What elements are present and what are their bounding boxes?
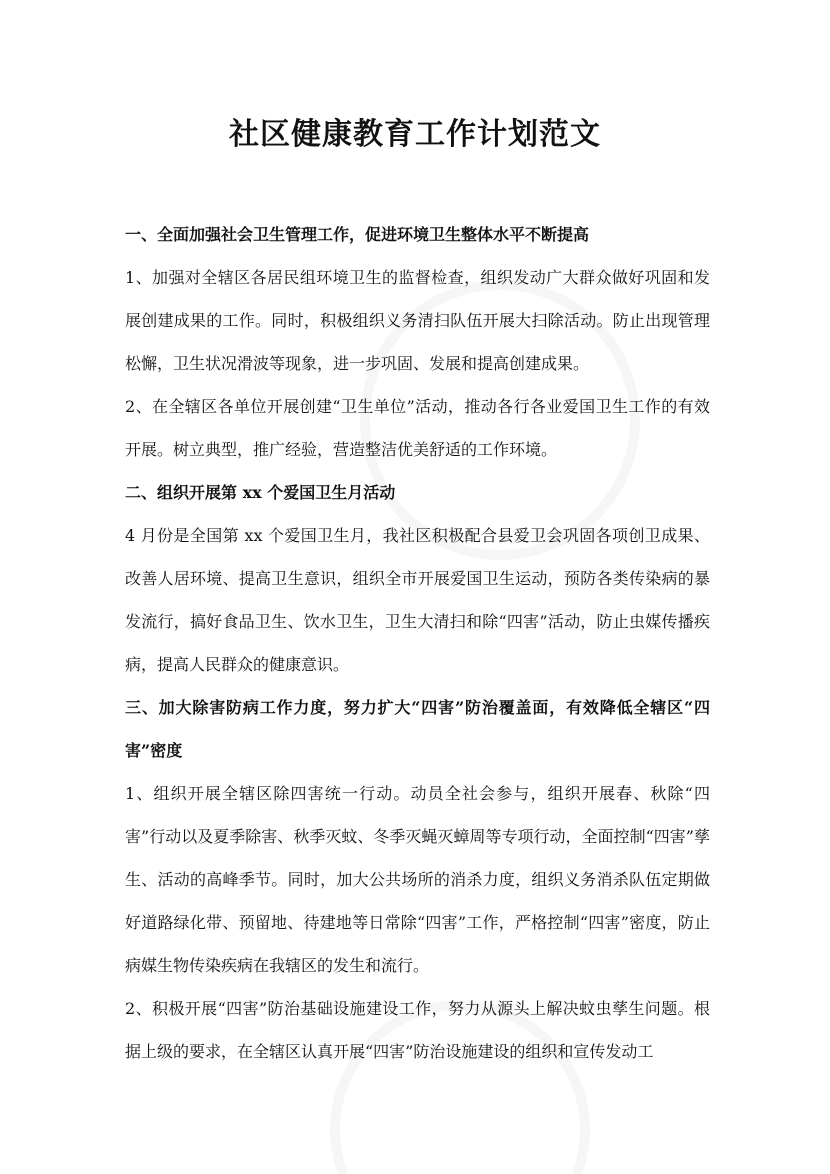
paragraph: 1、组织开展全辖区除四害统一行动。动员全社会参与，组织开展春、秋除“四害”行动以及夏季除害、秋季灭蚊、冬季灭蝇灭蟑周等专项行动，全面控制“四害”孳生、活动的高峰季节。同时，加大公共场所的消杀力度，组织义务消杀队伍定期做好道路绿化带、预留地、待建地等日常除“四害”工作，严格控制“四害”密度，防止病媒生物传染疾病在我辖区的发生和流行。 — [125, 784, 710, 975]
section-heading: 一、全面加强社会卫生管理工作，促进环境卫生整体水平不断提高 — [125, 225, 590, 244]
paragraph: 2、积极开展“四害”防治基础设施建设工作，努力从源头上解决蚊虫孳生问题。根据上级的要求，在全辖区认真开展“四害”防治设施建设的组织和宣传发动工 — [125, 999, 710, 1061]
section-heading: 三、加大除害防病工作力度，努力扩大“四害”防治覆盖面，有效降低全辖区“四害”密度 — [125, 698, 710, 760]
page-title: 社区健康教育工作计划范文 — [229, 117, 601, 152]
document-body — [125, 213, 710, 1073]
paragraph: 4 月份是全国第 xx 个爱国卫生月，我社区积极配合县爱卫会巩固各项创卫成果、改善人居环境、提高卫生意识，组织全市开展爱国卫生运动，预防各类传染病的暴发流行，搞好食品卫生、饮水卫生，卫生大清扫和除“四害”活动，防止虫媒传播疾病，提高人民群众的健康意识。 — [125, 526, 710, 674]
paragraph: 1、加强对全辖区各居民组环境卫生的监督检查，组织发动广大群众做好巩固和发展创建成果的工作。同时，积极组织义务清扫队伍开展大扫除活动。防止出现管理松懈，卫生状况滑波等现象，进一步巩固、发展和提高创建成果。 — [125, 268, 710, 373]
paragraph: 2、在全辖区各单位开展创建“卫生单位”活动，推动各行各业爱国卫生工作的有效开展。树立典型，推广经验，营造整洁优美舒适的工作环境。 — [125, 397, 710, 459]
section-heading: 二、组织开展第 xx 个爱国卫生月活动 — [125, 483, 396, 502]
